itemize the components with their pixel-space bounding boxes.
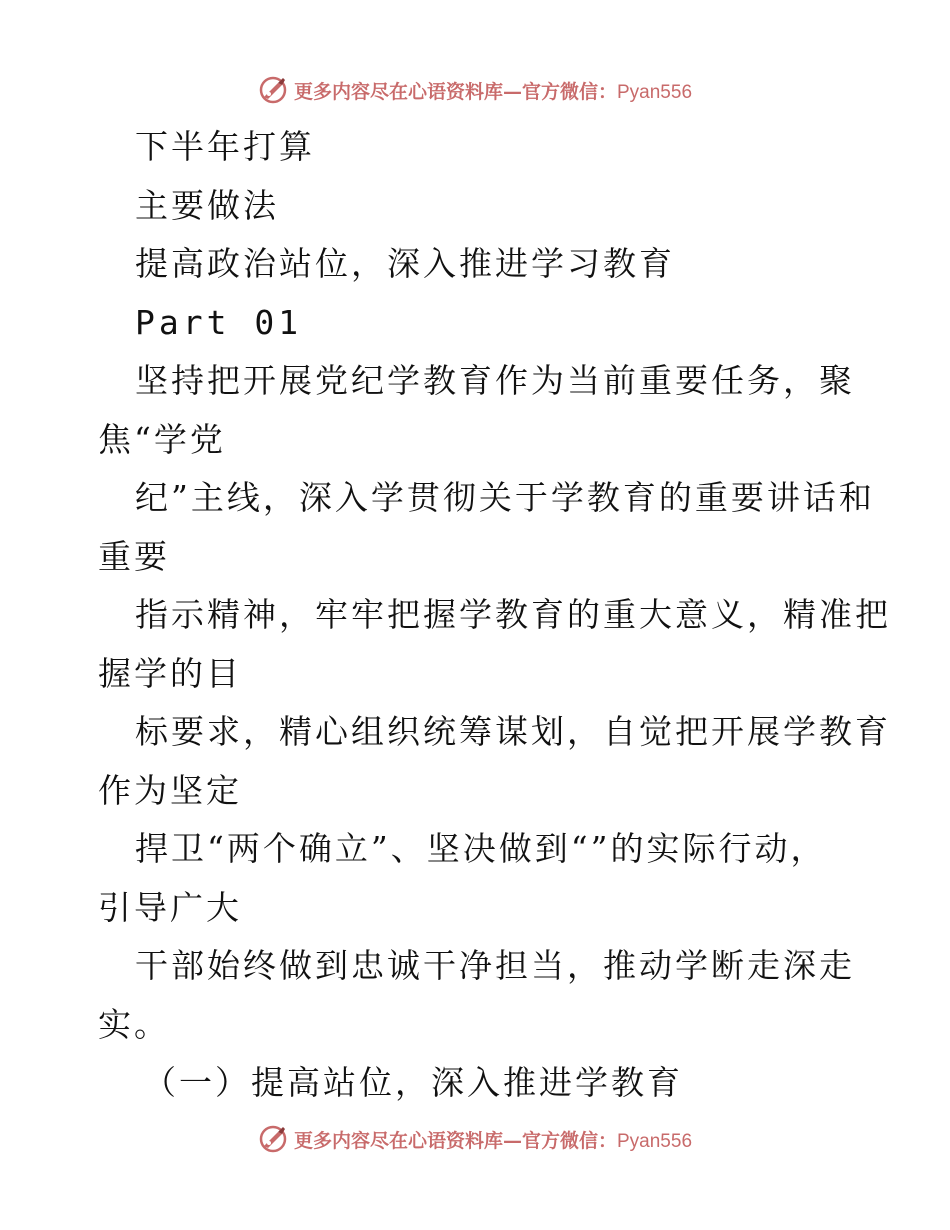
text-line: 坚持把开展党纪学教育作为当前重要任务，聚 xyxy=(135,361,855,400)
banner-wechat-id: Pyan556 xyxy=(617,1130,693,1152)
text-line: 标要求，精心组织统筹谋划，自觉把开展学教育 xyxy=(135,712,891,751)
footer-watermark-banner xyxy=(0,1119,950,1159)
text-line: 指示精神，牢牢把握学教育的重大意义，精准把 xyxy=(135,595,891,634)
text-line: 重要 xyxy=(98,536,170,576)
pen-logo-icon xyxy=(258,1124,288,1154)
text-line: 引导广大 xyxy=(98,887,242,927)
document-body xyxy=(98,118,891,1113)
text-line: 提高政治站位，深入推进学习教育 xyxy=(135,244,675,283)
banner-wechat-id: Pyan556 xyxy=(617,81,693,103)
text-line: 握学的目 xyxy=(98,653,242,693)
text-line: 焦“学党 xyxy=(98,419,226,459)
text-line: 主要做法 xyxy=(135,185,279,225)
text-line: Part 01 xyxy=(135,302,303,342)
text-line: 干部始终做到忠诚干净担当，推动学断走深走 xyxy=(135,946,855,985)
text-line: 实。 xyxy=(98,1004,170,1044)
text-line: 捍卫“两个确立”、坚决做到“”的实际行动， xyxy=(135,829,827,868)
text-line: 下半年打算 xyxy=(135,127,315,166)
pen-logo-icon xyxy=(258,75,288,105)
header-watermark-banner xyxy=(0,70,950,110)
banner-text: 更多内容尽在心语资料库—官方微信： xyxy=(293,80,617,103)
text-line: 作为坚定 xyxy=(98,770,242,810)
banner-text: 更多内容尽在心语资料库—官方微信： xyxy=(293,1129,617,1152)
text-line: 纪”主线，深入学贯彻关于学教育的重要讲话和 xyxy=(135,478,875,517)
section-heading: （一）提高站位，深入推进学教育 xyxy=(143,1063,683,1102)
